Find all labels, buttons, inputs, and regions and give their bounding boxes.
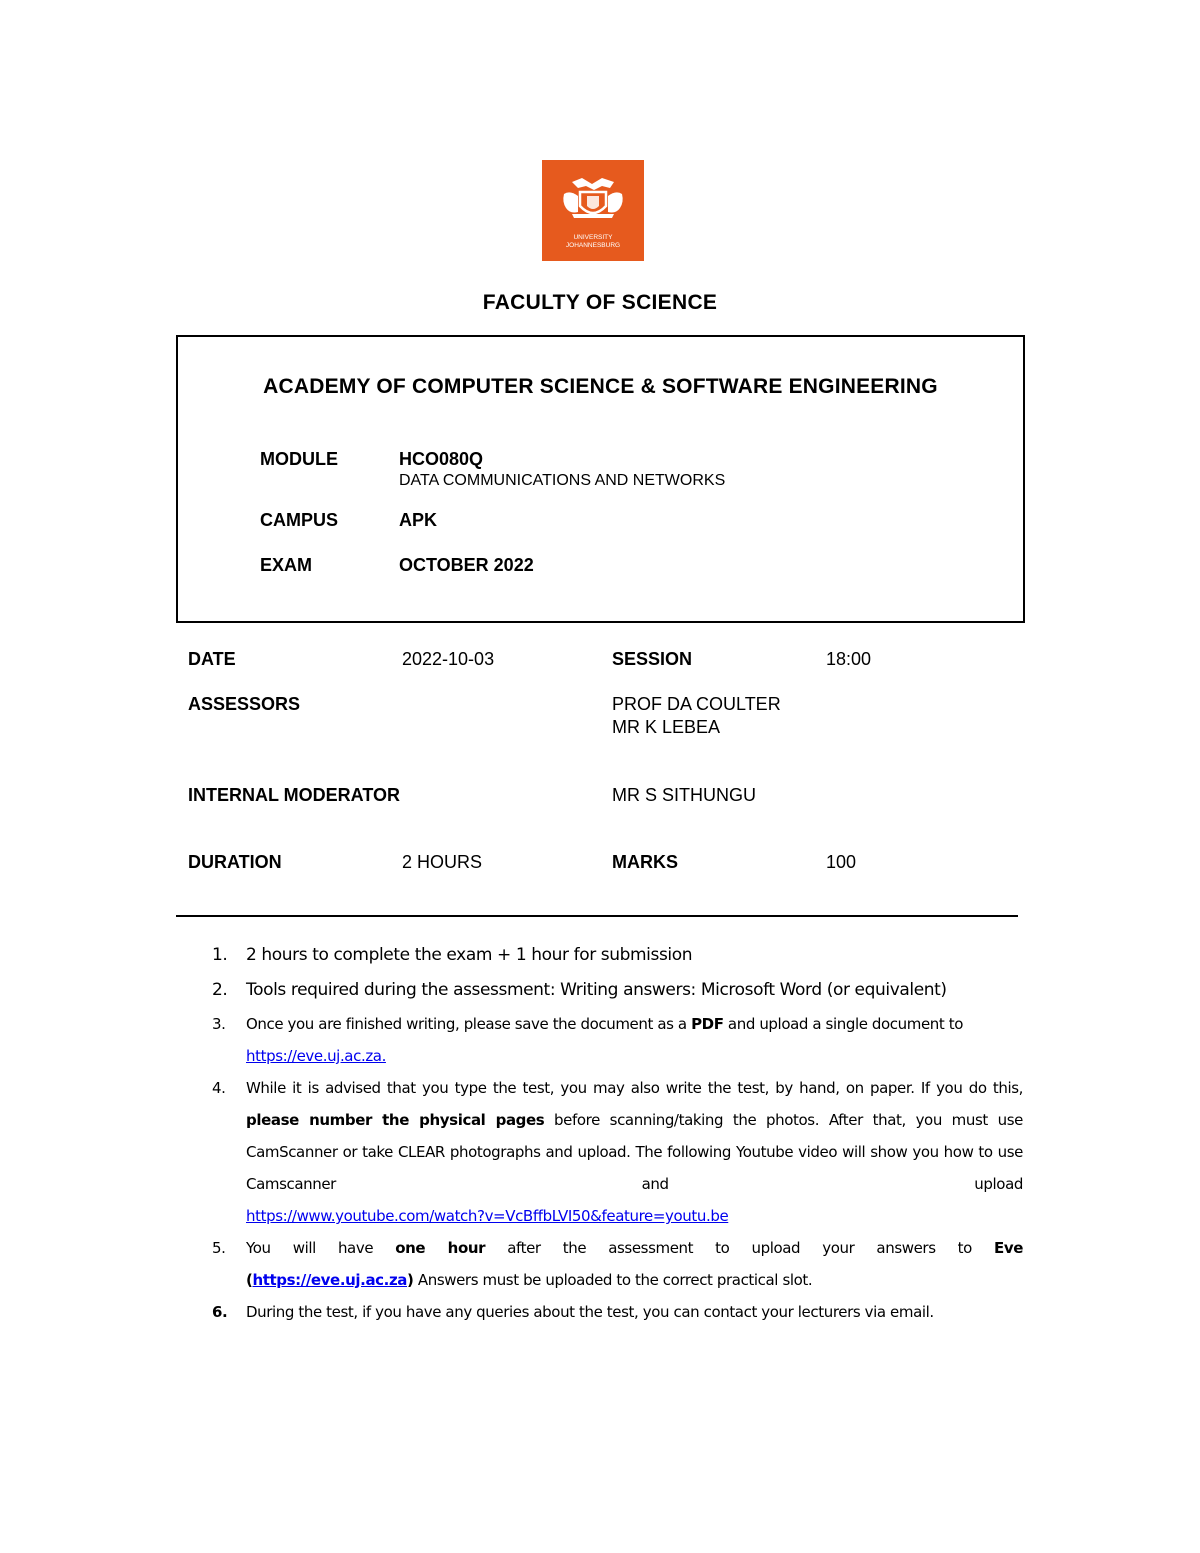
instruction-text: and upload a single document to	[723, 1015, 964, 1033]
crest-icon	[542, 160, 644, 261]
instruction-text: You will have	[246, 1239, 396, 1257]
svg-text:UNIVERSITY: UNIVERSITY	[573, 234, 613, 241]
exam-value: OCTOBER 2022	[399, 555, 534, 575]
marks-value: 100	[826, 852, 857, 872]
instruction-item-6	[201, 1296, 1023, 1328]
paren-open: (	[246, 1271, 253, 1289]
eve-link[interactable]: https://eve.uj.ac.za.	[246, 1047, 386, 1065]
one-hour-emphasis: one hour	[395, 1239, 486, 1257]
divider	[176, 915, 1018, 917]
instruction-item-2	[201, 973, 1023, 1008]
university-logo	[542, 160, 644, 261]
instruction-item-4	[201, 1072, 1023, 1232]
instruction-number: 1.	[212, 945, 228, 965]
duration-value: 2 HOURS	[402, 852, 483, 872]
assessors-label: ASSESSORS	[188, 694, 301, 714]
module-label: MODULE	[260, 449, 338, 469]
instruction-text: before scanning/taking the photos. After that, you must use CamScanner or take CLEAR photographs and upload. The following Youtube video will show you how to use Camscanner and upload	[246, 1111, 1023, 1193]
marks-label: MARKS	[612, 852, 678, 872]
instruction-paragraph	[246, 1232, 1023, 1264]
assessor-2: MR K LEBEA	[612, 717, 721, 737]
academy-heading: ACADEMY OF COMPUTER SCIENCE & SOFTWARE ENGINEERING	[263, 375, 938, 398]
instruction-list	[201, 938, 1023, 1328]
instruction-text: During the test, if you have any queries about the test, you can contact your lecturers via email.	[246, 1303, 934, 1321]
exam-label: EXAM	[260, 555, 313, 575]
instruction-paragraph	[246, 1072, 1023, 1200]
instruction-item-3	[201, 1008, 1023, 1072]
paren-close: )	[407, 1271, 414, 1289]
instruction-number: 5.	[212, 1239, 226, 1257]
instruction-number: 3.	[212, 1015, 226, 1033]
instruction-text: Tools required during the assessment: Writing answers: Microsoft Word (or equivalent)	[246, 980, 947, 1000]
session-label: SESSION	[612, 649, 693, 669]
instruction-number: 6.	[212, 1303, 228, 1321]
pdf-emphasis: PDF	[691, 1015, 724, 1033]
module-info-box	[176, 335, 1025, 623]
instruction-item-5	[201, 1232, 1023, 1296]
session-value: 18:00	[826, 649, 872, 669]
moderator-label: INTERNAL MODERATOR	[188, 785, 401, 805]
assessor-1: PROF DA COULTER	[612, 694, 781, 714]
pages-emphasis: please number the physical pages	[246, 1111, 545, 1129]
instruction-item-1	[201, 938, 1023, 973]
instruction-text: While it is advised that you type the test, you may also write the test, by hand, on paper. If you do this,	[246, 1079, 1023, 1097]
svg-text:JOHANNESBURG: JOHANNESBURG	[565, 242, 621, 249]
instruction-text: 2 hours to complete the exam + 1 hour for submission	[246, 945, 693, 965]
date-value: 2022-10-03	[402, 649, 495, 669]
module-name: DATA COMMUNICATIONS AND NETWORKS	[399, 472, 726, 489]
eve-link-2[interactable]: https://eve.uj.ac.za	[252, 1271, 408, 1289]
moderator-value: MR S SITHUNGU	[612, 785, 756, 805]
campus-label: CAMPUS	[260, 510, 339, 530]
date-label: DATE	[188, 649, 236, 669]
faculty-heading: FACULTY OF SCIENCE	[482, 291, 718, 314]
module-code: HCO080Q	[399, 449, 484, 469]
instruction-number: 2.	[212, 980, 228, 1000]
eve-emphasis: Eve	[994, 1239, 1023, 1257]
instruction-number: 4.	[212, 1079, 226, 1097]
youtube-link[interactable]: https://www.youtube.com/watch?v=VcBffbLVI50&feature=youtu.be	[246, 1207, 729, 1225]
instruction-text: Once you are finished writing, please save the document as a	[246, 1015, 692, 1033]
instruction-text: Answers must be uploaded to the correct practical slot.	[413, 1271, 813, 1289]
duration-label: DURATION	[188, 852, 282, 872]
instruction-text: after the assessment to upload your answers to	[485, 1239, 994, 1257]
campus-value: APK	[399, 510, 438, 530]
